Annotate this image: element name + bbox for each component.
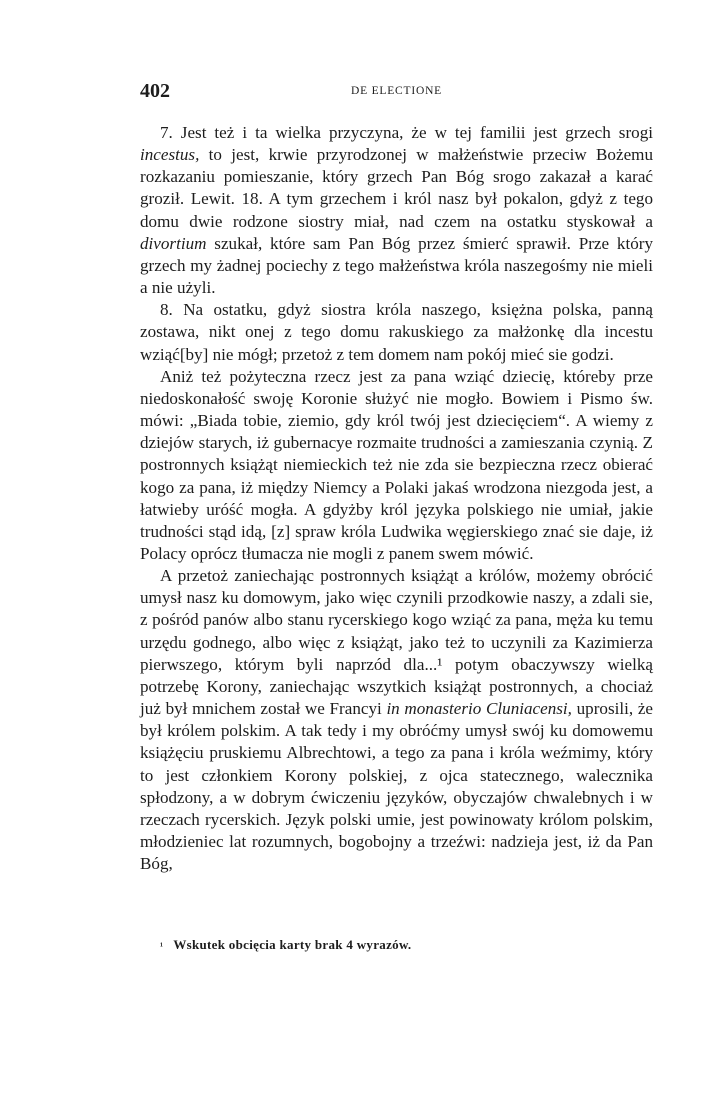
text-run: A przetoż zaniechając postronnych książąt a królów, możemy obrócić umysł nasz ku domowym, jako więc czynili przodkowie naszy, a zdali sie, z pośród panów albo stanu rycerskiego kogo wziąć za pana, męża ku temu urzędu godnego, albo więc z książąt, jako też to uczynili za Kazimierza pierwszego, którym byli naprzód dla...¹ potym obaczywszy wielką potrzebę Korony, zaniechając wszytkich książąt postronnych, a chociaż już był mnichem został we Francyi: [140, 566, 653, 719]
paragraph-8: [140, 299, 653, 365]
body-text: [140, 122, 653, 875]
text-run: to jest, krwie przyrodzonej w małżeństwie przeciw Bożemu rozkazaniu pomieszanie, który grzech Pan Bóg srogo zakazał a karać groził. Lewit. 18. A tym grzechem i król nasz był pokalon, gdyż z tego domu dwie rodzone siostry miał, nad czem na ostatku styskował a: [140, 145, 653, 231]
text-run: 8. Na ostatku, gdyż siostra króla naszego, księżna polska, panną zostawa, nikt onej z tego domu rakuskiego za małżonkę dla incestu wziąć[by] nie mógł; przetoż z tem domem nam pokój mieć sie godzi.: [140, 300, 653, 364]
paragraph-przetoz: [140, 565, 653, 875]
text-run: 7. Jest też i ta wielka przyczyna, że w tej familii jest grzech srogi: [160, 123, 653, 142]
page-header: [140, 80, 653, 104]
footnote: [160, 937, 411, 953]
running-title: DE ELECTIONE: [350, 85, 443, 97]
paragraph-aniz: [140, 366, 653, 565]
footnote-mark: ¹: [160, 941, 164, 952]
italic-phrase: in monasterio Cluniacensi,: [386, 699, 572, 719]
text-run: Aniż też pożyteczna rzecz jest za pana wziąć dziecię, któreby prze niedoskonałość swoję Koronie służyć nie mogło. Bowiem i Pismo św. mówi: „Biada tobie, ziemio, gdy król twój jest dziecięciem“. A wiemy z dziejów starych, iż gubernacye rozmaite trudności a zamieszania czynią. Z postronnych książąt niemieckich też nie zda sie bezpieczna rzecz obierać kogo za pana, iż między Niemcy a Polaki jakaś wrodzona niezgoda jest, a łatwieby uróść mogła. A gdyżby król języka polskiego nie umiał, jakie trudności stąd idą, [z] spraw króla Ludwika węgierskiego znać sie daje, iż Polacy oprócz tłumacza nie mogli z panem swem mówić.: [140, 366, 653, 563]
footnote-text: Wskutek obcięcia karty brak 4 wyrazów.: [173, 937, 412, 952]
text-run: uprosili, że był królem polskim. A tak tedy i my obróćmy umysł swój ku domowemu książęciu pruskiemu Albrechtowi, a tego za pana i króla weźmimy, który to jest członkiem Korony polskiej, z ojca statecznego, walecznika spłodzony, a w dobrym ćwiczeniu języków, obyczajów chwalebnych i w rzeczach rycerskich. Język polski umie, jest powinowaty królom polskim, młodzieniec lat rozumnych, bogobojny a trzeźwi: nadzieja jest, iż da Pan Bóg,: [140, 699, 653, 874]
italic-phrase: divortium: [140, 233, 207, 253]
text-run: szukał, które sam Pan Bóg przez śmierć sprawił. Prze który grzech my żadnej pociechy z tego małżeństwa króla naszegośmy nie mieli a nie użyli.: [140, 233, 653, 298]
page-number: 402: [140, 80, 170, 102]
italic-phrase: incestus,: [140, 145, 200, 165]
paragraph-7: [140, 122, 653, 299]
